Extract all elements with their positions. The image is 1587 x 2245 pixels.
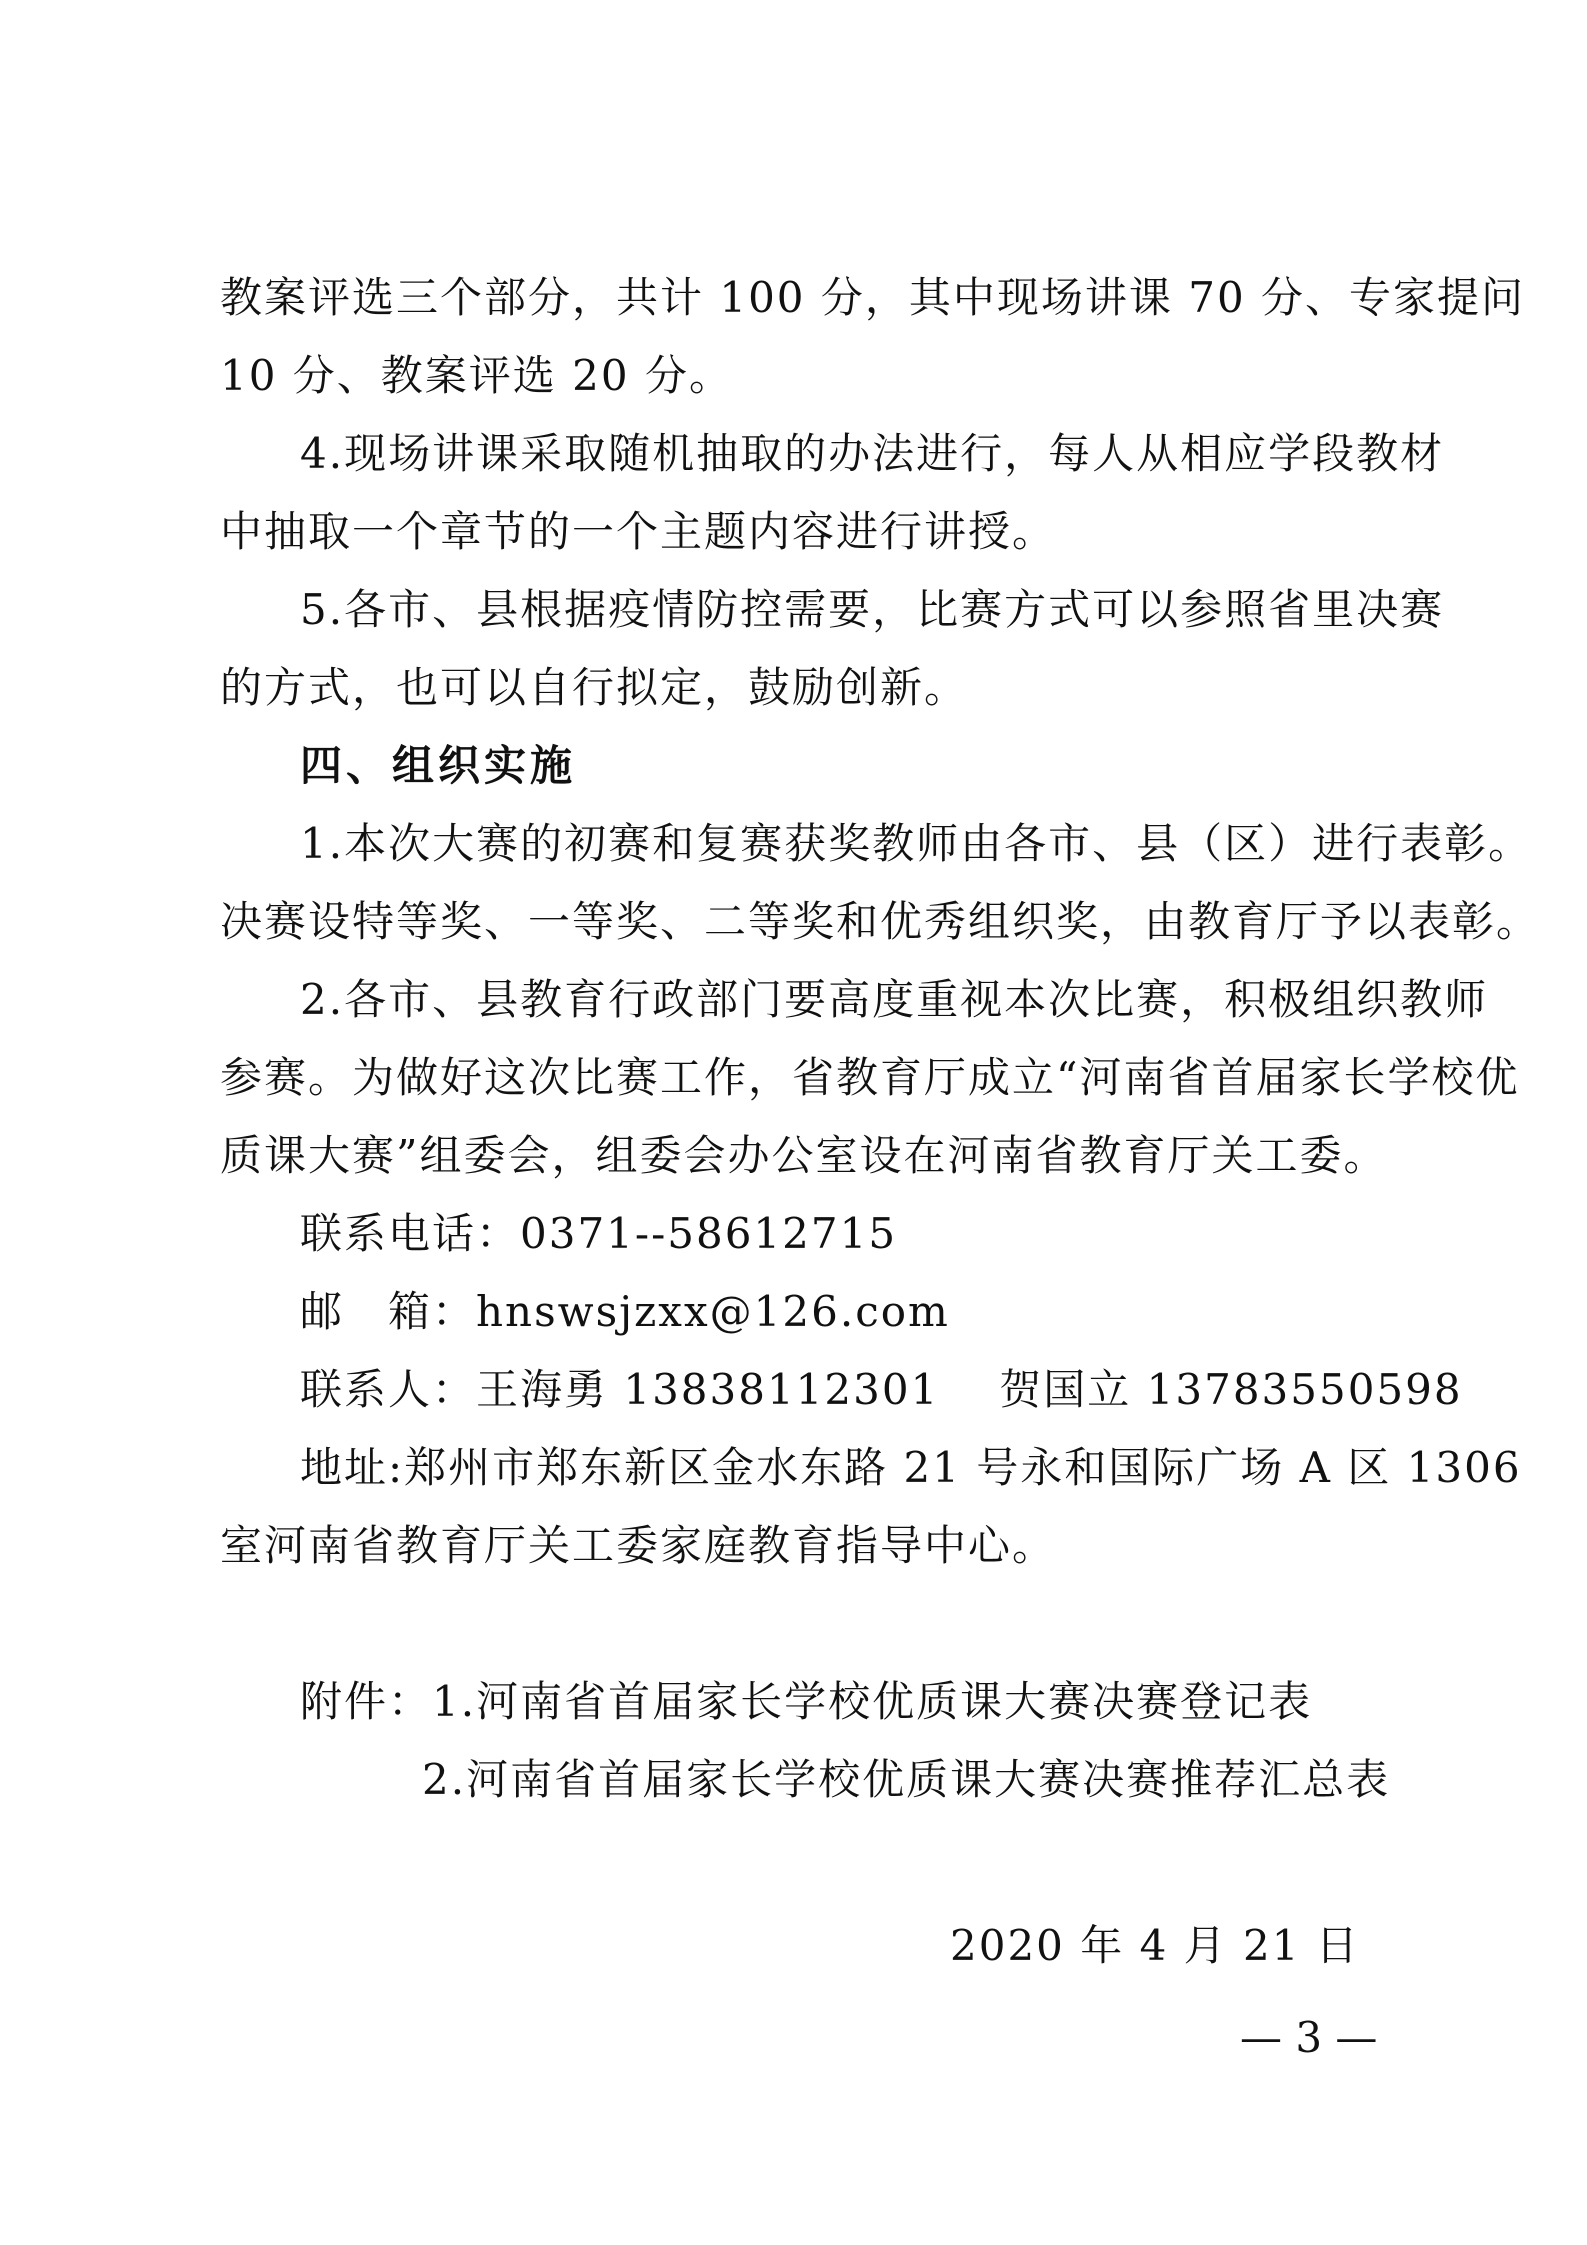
document-date: 2020 年 4 月 21 日 [950, 1921, 1360, 1970]
body-line-8: 决赛设特等奖、一等奖、二等奖和优秀组织奖，由教育厅予以表彰。 [220, 897, 1541, 946]
contact-phone: 联系电话：0371--58612715 [300, 1209, 898, 1258]
attachment-2: 2.河南省首届家长学校优质课大赛决赛推荐汇总表 [422, 1755, 1391, 1804]
contact-email: 邮 箱：hnswsjzxx@126.com [300, 1287, 950, 1336]
contact-person-2: 贺国立 13783550598 [999, 1365, 1463, 1414]
body-line-9: 2.各市、县教育行政部门要高度重视本次比赛，积极组织教师 [300, 975, 1489, 1024]
page-number: — 3 — [1240, 2013, 1378, 2062]
contact-person-1: 联系人：王海勇 13838112301 [300, 1365, 940, 1414]
body-line-6: 的方式，也可以自行拟定，鼓励创新。 [220, 663, 969, 712]
body-line-5: 5.各市、县根据疫情防控需要，比赛方式可以参照省里决赛 [300, 585, 1445, 634]
address-line-1: 地址:郑州市郑东新区金水东路 21 号永和国际广场 A 区 1306 [300, 1443, 1522, 1492]
address-line-2: 室河南省教育厅关工委家庭教育指导中心。 [220, 1521, 1057, 1570]
body-line-10: 参赛。为做好这次比赛工作，省教育厅成立“河南省首届家长学校优 [220, 1053, 1520, 1102]
section-heading: 四、组织实施 [300, 741, 577, 790]
attachment-1: 附件：1.河南省首届家长学校优质课大赛决赛登记表 [300, 1677, 1313, 1726]
body-line-2: 10 分、教案评选 20 分。 [220, 351, 733, 400]
body-line-4: 中抽取一个章节的一个主题内容进行讲授。 [220, 507, 1057, 556]
body-line-7: 1.本次大赛的初赛和复赛获奖教师由各市、县（区）进行表彰。 [300, 819, 1533, 868]
body-line-3: 4.现场讲课采取随机抽取的办法进行，每人从相应学段教材 [300, 429, 1445, 478]
body-line-11: 质课大赛”组委会，组委会办公室设在河南省教育厅关工委。 [220, 1131, 1388, 1180]
contact-persons [300, 1360, 1463, 1420]
body-line-1: 教案评选三个部分，共计 100 分，其中现场讲课 70 分、专家提问 [220, 273, 1526, 322]
